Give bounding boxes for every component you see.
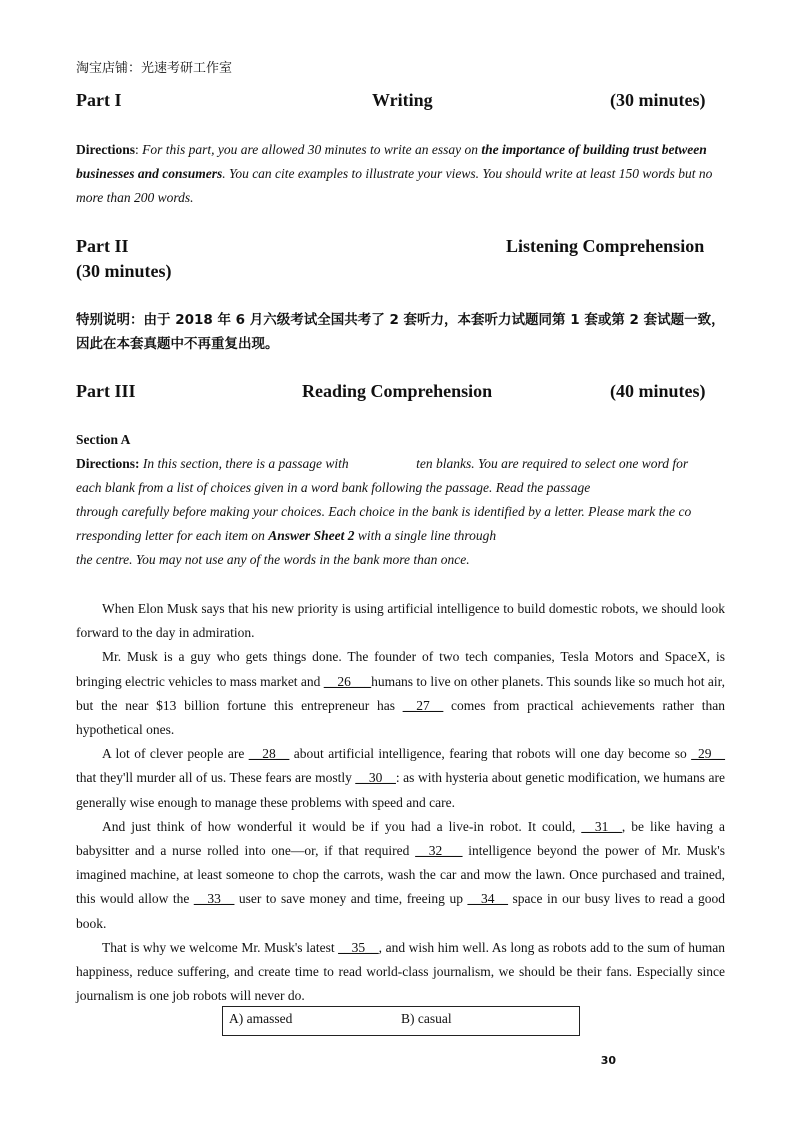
word-bank bbox=[222, 1006, 580, 1036]
blank-30: __30__ bbox=[355, 770, 396, 786]
listening-note: 特别说明：由于 2018 年 6 月六级考试全国共考了 2 套听力，本套听力试题同第 1 套或第 2 套试题一致，因此在本套真题中不再重复出现。 bbox=[76, 312, 725, 352]
part2-name: Part II bbox=[76, 236, 129, 256]
directions-label: Directions bbox=[76, 142, 135, 157]
part1-directions: Directions: For this part, you are allowed 30 minutes to write an essay on the importance of building trust between businesses and consumers. You can cite examples to illustrate your views. You should write at least 150 words but no more than 200 words. bbox=[76, 142, 713, 205]
blank-33: __33__ bbox=[193, 891, 235, 907]
directions-label: Directions: bbox=[76, 456, 140, 471]
paragraph-4: And just think of how wonderful it would be if you had a live-in robot. It could, __31__, be like having a babysitter and a nurse rolled into one—or, if that required __32___ intelligence beyond the power of Mr. Musk's imagined machine, at least someone to chop the carrots, wash the car and mow the lawn. Once purchased and trained, this would allow the __33__ user to save money and time, freeing up __34__ space in our busy lives to read a good book. bbox=[76, 818, 725, 931]
part1-name: Part I bbox=[76, 90, 122, 110]
blank-29: _29__ bbox=[691, 746, 725, 762]
answer-sheet-ref: Answer Sheet 2 bbox=[268, 528, 355, 543]
paragraph-2: Mr. Musk is a guy who gets things done. The founder of two tech companies, Tesla Motors and SpaceX, is bringing electric vehicles to mass market and __26___humans to live on other planets. This sounds like so much hot air, but the near $13 billion fortune this entrepreneur has __27__ comes from practical achievements rather than hypothetical ones. bbox=[76, 649, 726, 738]
essay-topic: the importance of building trust between businesses and consumers bbox=[76, 142, 707, 181]
section-a-heading: Section A bbox=[76, 432, 131, 447]
part3-time: (40 minutes) bbox=[610, 381, 706, 401]
part3-title: Reading Comprehension bbox=[302, 381, 493, 401]
word-choice-b: B) casual bbox=[401, 1011, 452, 1026]
blank-26: __26___ bbox=[323, 673, 372, 689]
directions-text-b: . You can cite examples to illustrate your views. You should write at least 150 words but no more than 200 words. bbox=[76, 166, 713, 205]
paragraph-1: When Elon Musk says that his new priority is using artificial intelligence to build domestic robots, we should look forward to the day in admiration. bbox=[76, 601, 725, 641]
part1-title: Writing bbox=[372, 90, 433, 110]
store-header: 淘宝店铺：光速考研工作室 bbox=[76, 61, 233, 76]
part1-time: (30 minutes) bbox=[610, 90, 706, 110]
blank-35: __35__ bbox=[338, 939, 379, 955]
part2-time: (30 minutes) bbox=[76, 261, 172, 281]
blank-31: __31__ bbox=[581, 818, 622, 834]
paragraph-5: That is why we welcome Mr. Musk's latest __35__, and wish him well. As long as robots add to the sum of human happiness, reduce suffering, and create time to read world-class journalism, we should be their fans. Especially since journalism is one job robots will never do. bbox=[76, 939, 725, 1004]
blank-34: __34__ bbox=[467, 891, 508, 907]
section-a-directions: Directions: In this section, there is a passage with ten blanks. You are required to select one word for each blank from a list of choices given in a word bank following the passage. Read the passage through carefully before making your choices. Each choice in the bank is identified by a letter. Please mark the co rresponding letter for each item on Answer Sheet 2 with a single line through the centre. You may not use any of the words in the bank more than once. bbox=[76, 456, 692, 567]
blank-27: __27__ bbox=[402, 697, 444, 713]
part2-title: Listening Comprehension bbox=[506, 236, 705, 256]
blank-28: __28__ bbox=[248, 746, 290, 762]
blank-32: __32___ bbox=[415, 843, 463, 859]
page-number: 30 bbox=[600, 1054, 616, 1067]
part3-name: Part III bbox=[76, 381, 136, 401]
reading-passage bbox=[76, 597, 725, 1008]
paragraph-3: A lot of clever people are __28__ about artificial intelligence, fearing that robots will one day become so _29__ that they'll murder all of us. These fears are mostly __30__: as with hysteria about genetic modification, we humans are generally wise enough to manage these problems with speed and care. bbox=[76, 746, 725, 810]
word-choice-a: A) amassed bbox=[229, 1011, 293, 1026]
directions-text-a: For this part, you are allowed 30 minutes to write an essay on bbox=[142, 142, 482, 157]
